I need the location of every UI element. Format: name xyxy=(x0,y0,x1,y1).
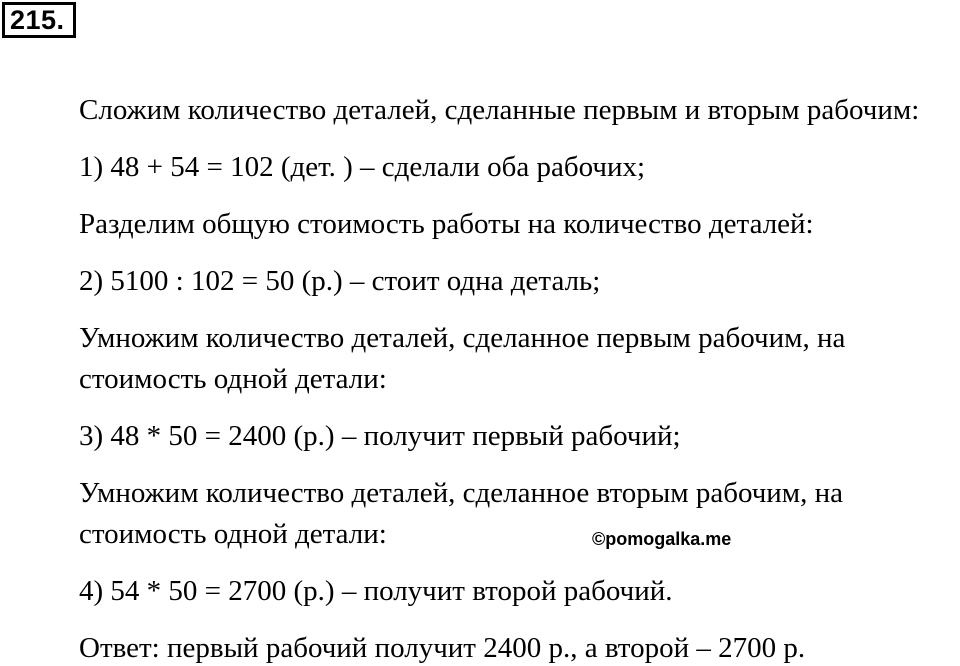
task-number-box: 215. xyxy=(2,2,76,38)
step-intro-3-line-2: стоимость одной детали: xyxy=(79,363,387,395)
step-intro-3-line-1: Умножим количество деталей, сделанное первым рабочим, на xyxy=(79,322,846,354)
answer-line: Ответ: первый рабочий получит 2400 р., а второй – 2700 р. xyxy=(79,632,806,664)
step-calc-1: 1) 48 + 54 = 102 (дет. ) – сделали оба рабочих; xyxy=(79,151,646,183)
step-intro-4-line-2: стоимость одной детали: xyxy=(79,518,387,550)
step-calc-4: 4) 54 * 50 = 2700 (р.) – получит второй рабочий. xyxy=(79,575,673,607)
step-intro-1: Сложим количество деталей, сделанные первым и вторым рабочим: xyxy=(79,94,920,126)
step-calc-3: 3) 48 * 50 = 2400 (р.) – получит первый рабочий; xyxy=(79,420,681,452)
step-intro-4-line-1: Умножим количество деталей, сделанное вторым рабочим, на xyxy=(79,477,844,509)
step-intro-2: Разделим общую стоимость работы на количество деталей: xyxy=(79,208,814,240)
step-calc-2: 2) 5100 : 102 = 50 (р.) – стоит одна деталь; xyxy=(79,265,601,297)
watermark: ©pomogalka.me xyxy=(592,529,732,549)
